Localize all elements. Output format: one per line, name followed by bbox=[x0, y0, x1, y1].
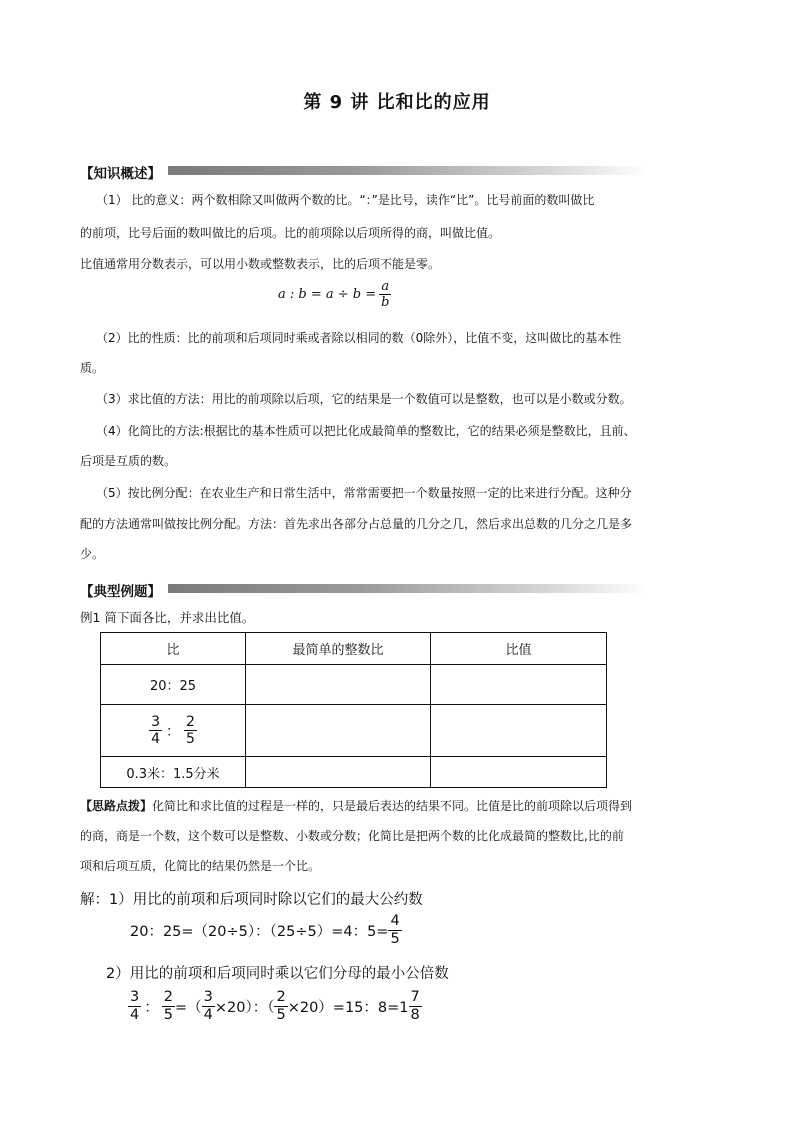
page-title: 第 9 讲 比和比的应用 bbox=[303, 92, 491, 113]
section-label: 【典型例题】 bbox=[80, 584, 161, 600]
fraction-denominator: 5 bbox=[186, 731, 195, 747]
solution-step2: 2）用比的前项和后项同时乘以它们分母的最小公倍数 bbox=[106, 966, 449, 982]
fraction-numerator: 3 bbox=[130, 989, 140, 1005]
para2-line2: 质。 bbox=[80, 361, 105, 375]
formula-lhs: a : b = a ÷ b = bbox=[278, 286, 377, 302]
solution-equation2 bbox=[128, 990, 422, 1022]
solution-step1: 解：1）用比的前项和后项同时除以它们的最大公约数 bbox=[80, 892, 423, 908]
section-header-examples bbox=[80, 580, 680, 600]
section-header-knowledge bbox=[80, 162, 680, 182]
para5-line1: （5）按比例分配：在农业生产和日常生活中，常常需要把一个数量按照一定的比来进行分配。这种分 bbox=[96, 486, 632, 500]
header-ratio: 比 bbox=[101, 633, 246, 665]
para1-line3: 比值通常用分数表示，可以用小数或整数表示，比的后项不能是零。 bbox=[80, 257, 441, 271]
cell-answer-value[interactable] bbox=[431, 757, 607, 788]
formula-fraction bbox=[379, 280, 391, 309]
hint-label: 【思路点拨】 bbox=[80, 799, 153, 813]
fraction-denominator: 4 bbox=[151, 731, 160, 747]
cell-ratio-fractions bbox=[101, 705, 246, 757]
table-row bbox=[101, 665, 607, 705]
hint-line1 bbox=[80, 798, 632, 814]
para3-line1: （3）求比值的方法：用比的前项除以后项，它的结果是一个数值可以是整数，也可以是小数或分数。 bbox=[96, 392, 632, 406]
para1-line2: 的前项，比号后面的数叫做比的后项。比的前项除以后项所得的商，叫做比值。 bbox=[80, 226, 501, 240]
header-ratio-value: 比值 bbox=[431, 633, 607, 665]
hint-line3: 项和后项互质，化简比的结果仍然是一个比。 bbox=[80, 859, 321, 873]
para2-line1: （2）比的性质：比的前项和后项同时乘或者除以相同的数（0除外），比值不变，这叫做比的基本性 bbox=[96, 331, 622, 345]
para1-line1: （1） 比的意义：两个数相除又叫做两个数的比。“：”是比号，读作“比”。比号前面的数叫做比 bbox=[96, 193, 595, 207]
cell-ratio: 0.3米：1.5分米 bbox=[101, 757, 246, 788]
table-header-row bbox=[101, 633, 607, 665]
ratio-formula bbox=[278, 280, 391, 309]
section-divider-bar bbox=[168, 166, 648, 175]
fraction-numerator: 3 bbox=[203, 989, 213, 1005]
ratio-colon: ： bbox=[144, 999, 159, 1016]
hint-text: 化简比和求比值的过程是一样的，只是最后表达的结果不同。比值是比的前项除以后项得到 bbox=[152, 799, 633, 813]
fraction-numerator: 2 bbox=[276, 989, 286, 1005]
fraction-numerator: 3 bbox=[151, 714, 160, 730]
fraction-numerator: 2 bbox=[163, 989, 173, 1005]
fraction-denominator: 5 bbox=[163, 1006, 173, 1023]
fraction-denominator: 8 bbox=[410, 1006, 420, 1023]
fraction-denominator: 4 bbox=[203, 1006, 213, 1023]
equation-text: ×20）=15：8=1 bbox=[287, 999, 409, 1016]
fraction-denominator: 4 bbox=[130, 1006, 140, 1023]
formula-denominator: b bbox=[381, 295, 390, 310]
para4-line1: （4）化简比的方法:根据比的基本性质可以把比化成最简单的整数比，它的结果必须是整数比，且前、 bbox=[96, 424, 636, 438]
fraction-numerator: 7 bbox=[410, 989, 420, 1005]
fraction-numerator: 4 bbox=[390, 913, 400, 929]
para5-line3: 少。 bbox=[80, 547, 105, 561]
hint-line2: 的商，商是一个数，这个数可以是整数、小数或分数；化简比是把两个数的比化成最简的整数比,比的前 bbox=[80, 829, 624, 843]
ratio-colon: ： bbox=[166, 723, 180, 740]
equation-text: =（ bbox=[174, 999, 202, 1016]
equation-text: ×20）：（ bbox=[214, 999, 275, 1016]
cell-answer-value[interactable] bbox=[431, 705, 607, 757]
para5-line2: 配的方法通常叫做按比例分配。方法：首先求出各部分占总量的几分之几，然后求出总数的几分之几是多 bbox=[80, 517, 633, 531]
fraction-denominator: 5 bbox=[390, 930, 400, 947]
cell-answer-simplest[interactable] bbox=[246, 705, 431, 757]
table-row bbox=[101, 757, 607, 788]
section-divider-bar bbox=[168, 584, 648, 593]
example1-title: 例1 简下面各比，并求出比值。 bbox=[80, 610, 255, 625]
cell-ratio: 20：25 bbox=[101, 665, 246, 705]
header-simplest-ratio: 最简单的整数比 bbox=[246, 633, 431, 665]
solution-equation1 bbox=[130, 914, 402, 946]
table-row bbox=[101, 705, 607, 757]
cell-answer-value[interactable] bbox=[431, 665, 607, 705]
cell-answer-simplest[interactable] bbox=[246, 665, 431, 705]
para4-line2: 后项是互质的数。 bbox=[80, 454, 177, 468]
fraction-numerator: 2 bbox=[186, 714, 195, 730]
fraction-denominator: 5 bbox=[276, 1006, 286, 1023]
cell-answer-simplest[interactable] bbox=[246, 757, 431, 788]
equation-text: 20：25=（20÷5）：（25÷5）=4：5= bbox=[130, 923, 389, 940]
example-table bbox=[100, 632, 607, 788]
section-label: 【知识概述】 bbox=[80, 166, 161, 182]
formula-numerator: a bbox=[381, 279, 390, 294]
